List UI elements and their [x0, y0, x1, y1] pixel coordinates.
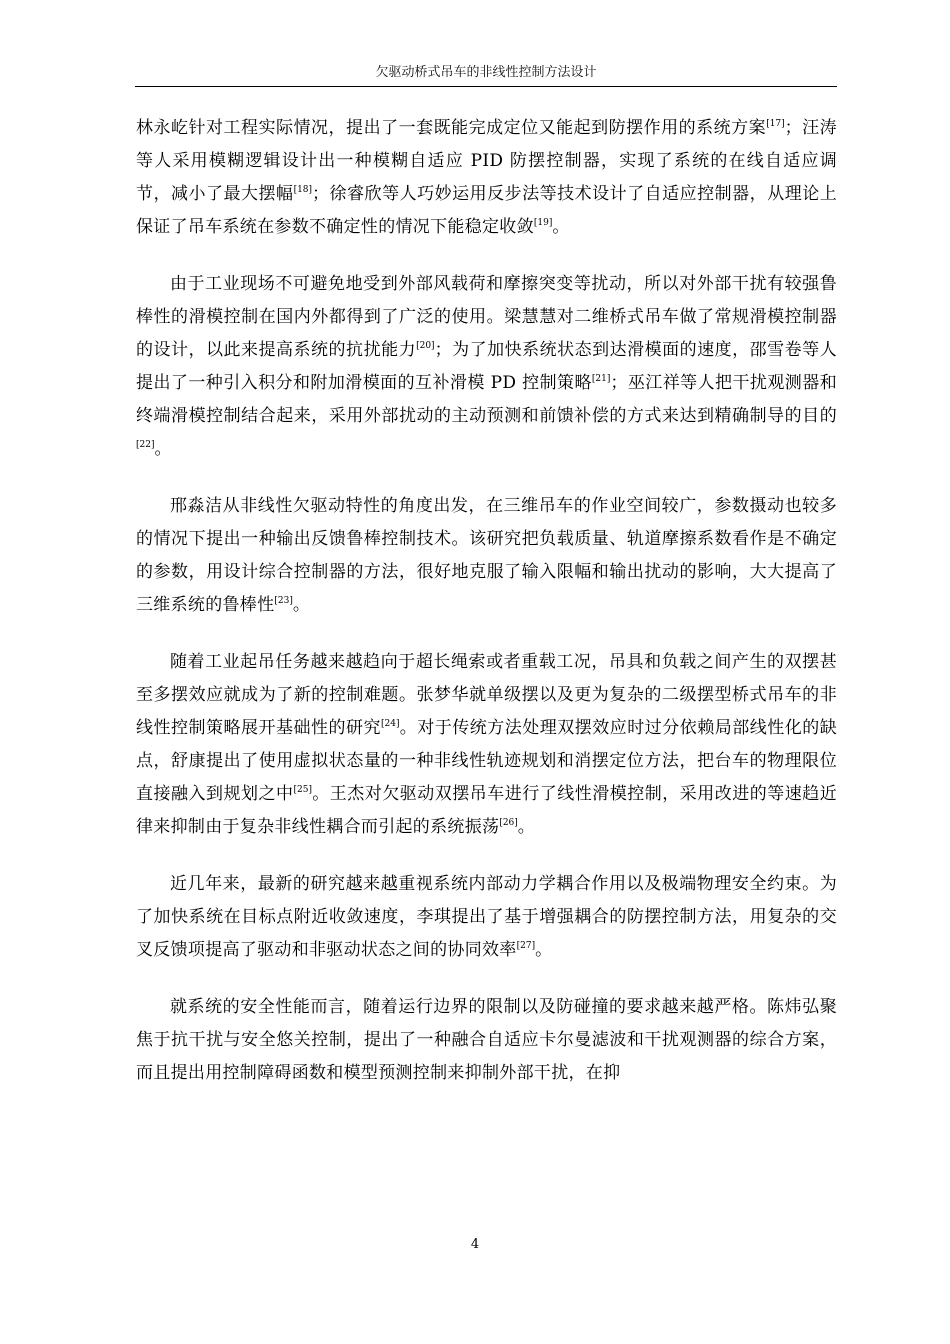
paragraph-text: 邢淼洁从非线性欠驱动特性的角度出发，在三维吊车的作业空间较广，参数摄动也较多的情况下提出一种输出反馈鲁棒控制技术。该研究把负载质量、轨道摩擦系数看作是不确定的参数，用设计综合控制器的方法，很好地克服了输入限幅和输出扰动的影响，大大提高了三维系统的鲁棒性	[136, 496, 837, 615]
citation-reference: [23]	[274, 596, 293, 606]
body-paragraph	[136, 268, 837, 466]
citation-reference: [24]	[381, 719, 400, 729]
citation-reference: [17]	[766, 119, 785, 129]
paragraph-text: 近几年来，最新的研究越来越重视系统内部动力学耦合作用以及极端物理安全约束。为了加快系统在目标点附近收敛速度，李琪提出了基于增强耦合的防摆控制方法，用复杂的交叉反馈项提高了驱动和非驱动状态之间的协同效率	[136, 874, 837, 960]
citation-reference: [19]	[533, 218, 553, 228]
citation-reference: [26]	[499, 818, 518, 828]
paragraph-text: 就系统的安全性能而言，随着运行边界的限制以及防碰撞的要求越来越严格。陈炜弘聚焦于抗干扰与安全悠关控制，提出了一种融合自适应卡尔曼滤波和干扰观测器的综合方案，而且提出用控制障碍函数和模型预测控制来抑制外部干扰，在抑	[136, 997, 837, 1083]
paragraph-text: 林永屹针对工程实际情况，提出了一套既能完成定位又能起到防摆作用的系统方案	[136, 118, 767, 138]
citation-reference: [18]	[293, 185, 313, 195]
paragraph-text: 由于工业现场不可避免地受到外部风载荷和摩擦突变等扰动，所以对外部干扰有较强鲁棒性的滑模控制在国内外都得到了广泛的使用。梁慧慧对二维桥式吊车做了常规滑模控制器的设计，以此来提高系统的抗扰能力	[136, 274, 837, 360]
body-paragraph	[136, 868, 837, 967]
paragraph-text: 。	[292, 595, 311, 615]
document-body	[136, 112, 837, 1114]
paragraph-text: 。对于传统方法处理双摆效应时过分依赖局部线性化的缺点，舒康提出了使用虚拟状态量的一种非线性轨迹规划和消摆定位方法，把台车的物理限位直接融入到规划之中	[136, 718, 838, 804]
body-paragraph	[136, 646, 837, 844]
citation-reference: [27]	[516, 941, 536, 951]
paragraph-text: ；汪涛等人采用模糊逻辑设计出一种模糊自适应 PID 防摆控制器，实现了系统的在线自适应调节，减小了最大摆幅	[136, 118, 837, 204]
paragraph-text: ；为了加快系统状态到达滑模面的速度，邵雪卷等人提出了一种引入积分和附加滑模面的互补滑模 PD 控制策略	[136, 340, 837, 393]
paragraph-text: ；徐睿欣等人巧妙运用反步法等技术设计了自适应控制器，从理论上保证了吊车系统在参数不确定性的情况下能稳定收敛	[136, 184, 838, 237]
paragraph-text: 。	[535, 940, 553, 960]
body-paragraph	[136, 490, 837, 622]
paragraph-text: 。	[154, 439, 172, 459]
citation-reference: [20]	[416, 341, 435, 351]
citation-reference: [21]	[591, 374, 611, 384]
paragraph-text: 。王杰对欠驱动双摆吊车进行了线性滑模控制，采用改进的等速趋近律来抑制由于复杂非线性耦合而引起的系统振荡	[136, 784, 838, 837]
body-paragraph	[136, 991, 837, 1090]
paragraph-text: 。	[517, 817, 536, 837]
running-header: 欠驱动桥式吊车的非线性控制方法设计	[135, 64, 837, 87]
paragraph-text: 。	[552, 217, 570, 237]
paragraph-text: 随着工业起吊任务越来越趋向于超长绳索或者重载工况，吊具和负载之间产生的双摆甚至多摆效应就成为了新的控制难题。张梦华就单级摆以及更为复杂的二级摆型桥式吊车的非线性控制策略展开基础性的研究	[136, 652, 837, 738]
body-paragraph	[136, 112, 837, 244]
page-number: 4	[470, 1237, 480, 1252]
citation-reference: [25]	[293, 785, 312, 795]
paragraph-text: ；巫江祥等人把干扰观测器和终端滑模控制结合起来，采用外部扰动的主动预测和前馈补偿的方式来达到精确制导的目的	[136, 373, 837, 426]
citation-reference: [22]	[136, 440, 155, 450]
